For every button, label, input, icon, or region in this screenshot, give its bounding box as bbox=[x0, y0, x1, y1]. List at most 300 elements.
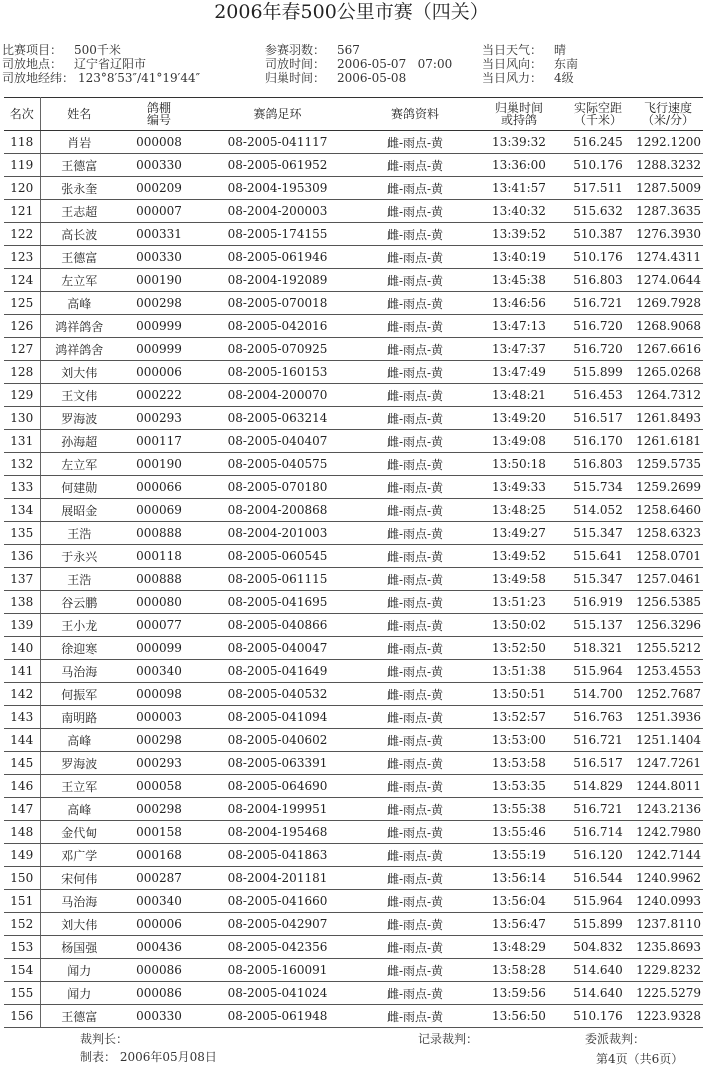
cell-return-time: 13:53:00 bbox=[475, 729, 563, 752]
cell-rank: 137 bbox=[4, 568, 40, 591]
cell-speed: 1276.3930 bbox=[633, 223, 703, 246]
cell-speed: 1223.9328 bbox=[633, 1005, 703, 1028]
cell-ring: 08-2004-192089 bbox=[200, 269, 355, 292]
cell-ring: 08-2004-195309 bbox=[200, 177, 355, 200]
cell-ring: 08-2005-040575 bbox=[200, 453, 355, 476]
cell-rank: 129 bbox=[4, 384, 40, 407]
info-value: 567 bbox=[337, 43, 360, 57]
cell-distance: 504.832 bbox=[563, 936, 633, 959]
cell-name: 马治海 bbox=[40, 660, 118, 683]
cell-pigeon-info: 雌-雨点-黄 bbox=[355, 269, 475, 292]
cell-distance: 514.700 bbox=[563, 683, 633, 706]
cell-name: 高峰 bbox=[40, 292, 118, 315]
cell-rank: 133 bbox=[4, 476, 40, 499]
cell-name: 孙海超 bbox=[40, 430, 118, 453]
info-value: 辽宁省辽阳市 bbox=[74, 57, 147, 71]
cell-speed: 1237.8110 bbox=[633, 913, 703, 936]
cell-name: 何振军 bbox=[40, 683, 118, 706]
info-release-coords bbox=[2, 71, 200, 85]
cell-rank: 150 bbox=[4, 867, 40, 890]
table-row bbox=[4, 315, 703, 338]
cell-rank: 155 bbox=[4, 982, 40, 1005]
cell-loft-id: 000006 bbox=[118, 913, 200, 936]
results-table bbox=[4, 97, 703, 1028]
cell-return-time: 13:55:19 bbox=[475, 844, 563, 867]
cell-name: 展昭金 bbox=[40, 499, 118, 522]
cell-name: 王德富 bbox=[40, 154, 118, 177]
cell-pigeon-info: 雌-雨点-黄 bbox=[355, 867, 475, 890]
cell-ring: 08-2004-199951 bbox=[200, 798, 355, 821]
cell-name: 杨国强 bbox=[40, 936, 118, 959]
table-row bbox=[4, 660, 703, 683]
cell-pigeon-info: 雌-雨点-黄 bbox=[355, 476, 475, 499]
cell-loft-id: 000118 bbox=[118, 545, 200, 568]
cell-speed: 1240.0993 bbox=[633, 890, 703, 913]
cell-return-time: 13:47:13 bbox=[475, 315, 563, 338]
cell-return-time: 13:40:32 bbox=[475, 200, 563, 223]
cell-return-time: 13:56:14 bbox=[475, 867, 563, 890]
cell-pigeon-info: 雌-雨点-黄 bbox=[355, 775, 475, 798]
cell-distance: 515.632 bbox=[563, 200, 633, 223]
cell-return-time: 13:39:32 bbox=[475, 131, 563, 154]
cell-name: 于永兴 bbox=[40, 545, 118, 568]
cell-rank: 140 bbox=[4, 637, 40, 660]
cell-rank: 154 bbox=[4, 959, 40, 982]
cell-ring: 08-2005-160153 bbox=[200, 361, 355, 384]
cell-name: 鸿祥鸽舍 bbox=[40, 338, 118, 361]
cell-ring: 08-2005-061948 bbox=[200, 1005, 355, 1028]
cell-speed: 1264.7312 bbox=[633, 384, 703, 407]
info-label: 当日风向： bbox=[482, 57, 543, 71]
cell-speed: 1257.0461 bbox=[633, 568, 703, 591]
cell-ring: 08-2005-070925 bbox=[200, 338, 355, 361]
cell-rank: 130 bbox=[4, 407, 40, 430]
info-label: 当日风力： bbox=[482, 71, 543, 85]
table-row bbox=[4, 545, 703, 568]
cell-return-time: 13:48:25 bbox=[475, 499, 563, 522]
cell-distance: 516.120 bbox=[563, 844, 633, 867]
info-label: 归巢时间： bbox=[265, 71, 326, 85]
cell-return-time: 13:36:00 bbox=[475, 154, 563, 177]
cell-distance: 516.517 bbox=[563, 407, 633, 430]
cell-name: 谷云鹏 bbox=[40, 591, 118, 614]
cell-ring: 08-2005-060545 bbox=[200, 545, 355, 568]
cell-rank: 138 bbox=[4, 591, 40, 614]
cell-rank: 118 bbox=[4, 131, 40, 154]
cell-pigeon-info: 雌-雨点-黄 bbox=[355, 568, 475, 591]
cell-name: 闻力 bbox=[40, 959, 118, 982]
cell-ring: 08-2005-042907 bbox=[200, 913, 355, 936]
cell-loft-id: 000999 bbox=[118, 338, 200, 361]
info-release-time bbox=[265, 57, 452, 71]
cell-rank: 153 bbox=[4, 936, 40, 959]
cell-ring: 08-2005-041094 bbox=[200, 706, 355, 729]
cell-ring: 08-2005-063391 bbox=[200, 752, 355, 775]
cell-distance: 515.137 bbox=[563, 614, 633, 637]
cell-ring: 08-2005-040866 bbox=[200, 614, 355, 637]
cell-loft-id: 000066 bbox=[118, 476, 200, 499]
cell-speed: 1251.1404 bbox=[633, 729, 703, 752]
cell-rank: 136 bbox=[4, 545, 40, 568]
info-label: 司放时间： bbox=[265, 57, 326, 71]
table-row bbox=[4, 407, 703, 430]
cell-pigeon-info: 雌-雨点-黄 bbox=[355, 223, 475, 246]
cell-speed: 1251.3936 bbox=[633, 706, 703, 729]
info-entries bbox=[265, 43, 452, 57]
cell-speed: 1287.3635 bbox=[633, 200, 703, 223]
cell-name: 罗海波 bbox=[40, 407, 118, 430]
footer-page-number: 第4页（共6页） bbox=[596, 1052, 684, 1066]
cell-pigeon-info: 雌-雨点-黄 bbox=[355, 614, 475, 637]
cell-distance: 516.803 bbox=[563, 269, 633, 292]
info-value: 东南 bbox=[554, 57, 579, 71]
cell-loft-id: 000222 bbox=[118, 384, 200, 407]
cell-name: 宋何伟 bbox=[40, 867, 118, 890]
cell-speed: 1255.5212 bbox=[633, 637, 703, 660]
cell-ring: 08-2005-042016 bbox=[200, 315, 355, 338]
cell-speed: 1240.9962 bbox=[633, 867, 703, 890]
cell-name: 高峰 bbox=[40, 729, 118, 752]
info-label: 比赛项目： bbox=[2, 43, 63, 57]
cell-rank: 126 bbox=[4, 315, 40, 338]
cell-distance: 516.720 bbox=[563, 338, 633, 361]
cell-speed: 1269.7928 bbox=[633, 292, 703, 315]
table-row bbox=[4, 844, 703, 867]
cell-return-time: 13:41:57 bbox=[475, 177, 563, 200]
cell-rank: 122 bbox=[4, 223, 40, 246]
table-row bbox=[4, 361, 703, 384]
cell-return-time: 13:55:38 bbox=[475, 798, 563, 821]
table-row bbox=[4, 913, 703, 936]
cell-ring: 08-2005-064690 bbox=[200, 775, 355, 798]
cell-ring: 08-2005-040602 bbox=[200, 729, 355, 752]
cell-loft-id: 000209 bbox=[118, 177, 200, 200]
table-row bbox=[4, 706, 703, 729]
header-ring: 赛鸽足环 bbox=[200, 98, 355, 131]
cell-distance: 510.387 bbox=[563, 223, 633, 246]
cell-name: 左立军 bbox=[40, 453, 118, 476]
cell-speed: 1225.5279 bbox=[633, 982, 703, 1005]
cell-return-time: 13:56:47 bbox=[475, 913, 563, 936]
table-header-row bbox=[4, 98, 703, 131]
cell-distance: 516.544 bbox=[563, 867, 633, 890]
cell-pigeon-info: 雌-雨点-黄 bbox=[355, 246, 475, 269]
page-title: 2006年春500公里市赛（四关） bbox=[214, 1, 489, 23]
cell-distance: 514.052 bbox=[563, 499, 633, 522]
cell-loft-id: 000888 bbox=[118, 568, 200, 591]
cell-ring: 08-2005-041660 bbox=[200, 890, 355, 913]
table-row bbox=[4, 798, 703, 821]
cell-return-time: 13:49:52 bbox=[475, 545, 563, 568]
cell-pigeon-info: 雌-雨点-黄 bbox=[355, 453, 475, 476]
cell-rank: 120 bbox=[4, 177, 40, 200]
cell-return-time: 13:50:51 bbox=[475, 683, 563, 706]
cell-return-time: 13:48:29 bbox=[475, 936, 563, 959]
cell-rank: 156 bbox=[4, 1005, 40, 1028]
cell-pigeon-info: 雌-雨点-黄 bbox=[355, 637, 475, 660]
cell-return-time: 13:39:52 bbox=[475, 223, 563, 246]
info-value: 123°8′53″/41°19′44″ bbox=[78, 71, 201, 85]
cell-speed: 1258.6323 bbox=[633, 522, 703, 545]
cell-distance: 515.964 bbox=[563, 890, 633, 913]
cell-loft-id: 000298 bbox=[118, 729, 200, 752]
table-row bbox=[4, 637, 703, 660]
cell-name: 肖岩 bbox=[40, 131, 118, 154]
info-wind-force bbox=[482, 71, 578, 85]
cell-rank: 124 bbox=[4, 269, 40, 292]
cell-name: 徐迎寒 bbox=[40, 637, 118, 660]
cell-rank: 145 bbox=[4, 752, 40, 775]
table-row bbox=[4, 591, 703, 614]
cell-pigeon-info: 雌-雨点-黄 bbox=[355, 384, 475, 407]
cell-speed: 1267.6616 bbox=[633, 338, 703, 361]
cell-ring: 08-2005-040047 bbox=[200, 637, 355, 660]
cell-distance: 517.511 bbox=[563, 177, 633, 200]
cell-pigeon-info: 雌-雨点-黄 bbox=[355, 407, 475, 430]
info-column-2 bbox=[265, 43, 452, 85]
table-row bbox=[4, 683, 703, 706]
cell-ring: 08-2005-061952 bbox=[200, 154, 355, 177]
cell-pigeon-info: 雌-雨点-黄 bbox=[355, 315, 475, 338]
cell-distance: 516.721 bbox=[563, 798, 633, 821]
cell-loft-id: 000008 bbox=[118, 131, 200, 154]
cell-pigeon-info: 雌-雨点-黄 bbox=[355, 200, 475, 223]
cell-return-time: 13:58:28 bbox=[475, 959, 563, 982]
cell-speed: 1256.5385 bbox=[633, 591, 703, 614]
cell-rank: 147 bbox=[4, 798, 40, 821]
cell-distance: 515.964 bbox=[563, 660, 633, 683]
cell-pigeon-info: 雌-雨点-黄 bbox=[355, 522, 475, 545]
cell-speed: 1243.2136 bbox=[633, 798, 703, 821]
cell-return-time: 13:49:58 bbox=[475, 568, 563, 591]
cell-loft-id: 000003 bbox=[118, 706, 200, 729]
cell-loft-id: 000298 bbox=[118, 292, 200, 315]
table-row bbox=[4, 568, 703, 591]
cell-rank: 131 bbox=[4, 430, 40, 453]
table-row bbox=[4, 821, 703, 844]
cell-speed: 1247.7261 bbox=[633, 752, 703, 775]
table-row bbox=[4, 292, 703, 315]
cell-distance: 515.899 bbox=[563, 913, 633, 936]
cell-name: 刘大伟 bbox=[40, 913, 118, 936]
cell-return-time: 13:53:35 bbox=[475, 775, 563, 798]
cell-return-time: 13:51:23 bbox=[475, 591, 563, 614]
cell-loft-id: 000077 bbox=[118, 614, 200, 637]
cell-ring: 08-2004-201181 bbox=[200, 867, 355, 890]
header-rank: 名次 bbox=[4, 98, 40, 131]
cell-rank: 141 bbox=[4, 660, 40, 683]
cell-loft-id: 000330 bbox=[118, 246, 200, 269]
cell-speed: 1244.8011 bbox=[633, 775, 703, 798]
cell-speed: 1265.0268 bbox=[633, 361, 703, 384]
cell-name: 王立军 bbox=[40, 775, 118, 798]
cell-loft-id: 000086 bbox=[118, 959, 200, 982]
cell-name: 闻力 bbox=[40, 982, 118, 1005]
cell-pigeon-info: 雌-雨点-黄 bbox=[355, 913, 475, 936]
cell-pigeon-info: 雌-雨点-黄 bbox=[355, 154, 475, 177]
cell-name: 张永奎 bbox=[40, 177, 118, 200]
cell-distance: 518.321 bbox=[563, 637, 633, 660]
info-column-1 bbox=[2, 43, 200, 85]
cell-pigeon-info: 雌-雨点-黄 bbox=[355, 430, 475, 453]
cell-ring: 08-2005-063214 bbox=[200, 407, 355, 430]
cell-name: 邓广学 bbox=[40, 844, 118, 867]
cell-distance: 516.721 bbox=[563, 729, 633, 752]
cell-name: 王小龙 bbox=[40, 614, 118, 637]
table-row bbox=[4, 959, 703, 982]
cell-rank: 149 bbox=[4, 844, 40, 867]
cell-speed: 1242.7980 bbox=[633, 821, 703, 844]
cell-speed: 1258.6460 bbox=[633, 499, 703, 522]
cell-rank: 132 bbox=[4, 453, 40, 476]
cell-return-time: 13:56:04 bbox=[475, 890, 563, 913]
info-value: 4级 bbox=[554, 71, 574, 85]
cell-return-time: 13:47:49 bbox=[475, 361, 563, 384]
cell-pigeon-info: 雌-雨点-黄 bbox=[355, 361, 475, 384]
cell-rank: 152 bbox=[4, 913, 40, 936]
cell-return-time: 13:49:08 bbox=[475, 430, 563, 453]
cell-loft-id: 000331 bbox=[118, 223, 200, 246]
header-pigeon-info: 赛鸽资料 bbox=[355, 98, 475, 131]
cell-loft-id: 000190 bbox=[118, 269, 200, 292]
cell-pigeon-info: 雌-雨点-黄 bbox=[355, 752, 475, 775]
cell-speed: 1229.8232 bbox=[633, 959, 703, 982]
cell-loft-id: 000190 bbox=[118, 453, 200, 476]
table-row bbox=[4, 775, 703, 798]
cell-distance: 516.517 bbox=[563, 752, 633, 775]
table-row bbox=[4, 453, 703, 476]
cell-loft-id: 000099 bbox=[118, 637, 200, 660]
cell-name: 高峰 bbox=[40, 798, 118, 821]
cell-ring: 08-2005-041695 bbox=[200, 591, 355, 614]
cell-distance: 515.641 bbox=[563, 545, 633, 568]
cell-loft-id: 000086 bbox=[118, 982, 200, 1005]
table-row bbox=[4, 269, 703, 292]
cell-ring: 08-2004-200070 bbox=[200, 384, 355, 407]
cell-speed: 1287.5009 bbox=[633, 177, 703, 200]
cell-pigeon-info: 雌-雨点-黄 bbox=[355, 982, 475, 1005]
cell-loft-id: 000340 bbox=[118, 660, 200, 683]
info-column-3 bbox=[482, 43, 578, 85]
cell-distance: 515.734 bbox=[563, 476, 633, 499]
cell-pigeon-info: 雌-雨点-黄 bbox=[355, 499, 475, 522]
cell-rank: 142 bbox=[4, 683, 40, 706]
table-row bbox=[4, 614, 703, 637]
cell-speed: 1268.9068 bbox=[633, 315, 703, 338]
cell-distance: 510.176 bbox=[563, 246, 633, 269]
cell-pigeon-info: 雌-雨点-黄 bbox=[355, 1005, 475, 1028]
cell-speed: 1261.6181 bbox=[633, 430, 703, 453]
cell-name: 左立军 bbox=[40, 269, 118, 292]
info-value: 晴 bbox=[554, 43, 567, 57]
table-row bbox=[4, 384, 703, 407]
cell-name: 王浩 bbox=[40, 522, 118, 545]
cell-distance: 516.453 bbox=[563, 384, 633, 407]
table-row bbox=[4, 890, 703, 913]
cell-ring: 08-2005-070180 bbox=[200, 476, 355, 499]
cell-loft-id: 000293 bbox=[118, 407, 200, 430]
cell-return-time: 13:49:33 bbox=[475, 476, 563, 499]
table-body bbox=[4, 131, 703, 1028]
cell-pigeon-info: 雌-雨点-黄 bbox=[355, 706, 475, 729]
cell-distance: 514.829 bbox=[563, 775, 633, 798]
cell-rank: 134 bbox=[4, 499, 40, 522]
cell-name: 罗海波 bbox=[40, 752, 118, 775]
info-value: 500千米 bbox=[74, 43, 121, 57]
cell-pigeon-info: 雌-雨点-黄 bbox=[355, 591, 475, 614]
cell-rank: 125 bbox=[4, 292, 40, 315]
cell-rank: 135 bbox=[4, 522, 40, 545]
table-row bbox=[4, 338, 703, 361]
cell-return-time: 13:50:02 bbox=[475, 614, 563, 637]
header-speed: 飞行速度 （米/分） bbox=[633, 98, 703, 131]
cell-speed: 1274.4311 bbox=[633, 246, 703, 269]
cell-rank: 144 bbox=[4, 729, 40, 752]
cell-rank: 146 bbox=[4, 775, 40, 798]
cell-return-time: 13:40:19 bbox=[475, 246, 563, 269]
cell-return-time: 13:45:38 bbox=[475, 269, 563, 292]
cell-name: 马治海 bbox=[40, 890, 118, 913]
cell-distance: 514.640 bbox=[563, 982, 633, 1005]
cell-ring: 08-2005-041649 bbox=[200, 660, 355, 683]
cell-return-time: 13:48:21 bbox=[475, 384, 563, 407]
cell-name: 王德富 bbox=[40, 1005, 118, 1028]
cell-loft-id: 000888 bbox=[118, 522, 200, 545]
cell-ring: 08-2005-061115 bbox=[200, 568, 355, 591]
cell-pigeon-info: 雌-雨点-黄 bbox=[355, 683, 475, 706]
table-row bbox=[4, 154, 703, 177]
cell-loft-id: 000168 bbox=[118, 844, 200, 867]
footer-recorder: 记录裁判： bbox=[418, 1032, 479, 1046]
cell-loft-id: 000117 bbox=[118, 430, 200, 453]
cell-pigeon-info: 雌-雨点-黄 bbox=[355, 338, 475, 361]
cell-return-time: 13:53:58 bbox=[475, 752, 563, 775]
info-weather bbox=[482, 43, 578, 57]
cell-ring: 08-2005-040407 bbox=[200, 430, 355, 453]
cell-ring: 08-2004-195468 bbox=[200, 821, 355, 844]
cell-speed: 1256.3296 bbox=[633, 614, 703, 637]
cell-distance: 516.763 bbox=[563, 706, 633, 729]
cell-return-time: 13:51:38 bbox=[475, 660, 563, 683]
cell-return-time: 13:46:56 bbox=[475, 292, 563, 315]
table-row bbox=[4, 1005, 703, 1028]
cell-pigeon-info: 雌-雨点-黄 bbox=[355, 177, 475, 200]
cell-loft-id: 000098 bbox=[118, 683, 200, 706]
cell-distance: 510.176 bbox=[563, 154, 633, 177]
cell-speed: 1259.5735 bbox=[633, 453, 703, 476]
cell-pigeon-info: 雌-雨点-黄 bbox=[355, 729, 475, 752]
cell-pigeon-info: 雌-雨点-黄 bbox=[355, 545, 475, 568]
footer-judge: 裁判长： bbox=[80, 1032, 129, 1046]
cell-return-time: 13:50:18 bbox=[475, 453, 563, 476]
cell-name: 王志超 bbox=[40, 200, 118, 223]
cell-pigeon-info: 雌-雨点-黄 bbox=[355, 292, 475, 315]
header-name: 姓名 bbox=[40, 98, 118, 131]
cell-speed: 1242.7144 bbox=[633, 844, 703, 867]
cell-ring: 08-2004-200868 bbox=[200, 499, 355, 522]
info-value: 2006-05-08 bbox=[337, 71, 407, 85]
cell-distance: 516.919 bbox=[563, 591, 633, 614]
info-release-place bbox=[2, 57, 200, 71]
cell-loft-id: 000436 bbox=[118, 936, 200, 959]
table-row bbox=[4, 223, 703, 246]
cell-pigeon-info: 雌-雨点-黄 bbox=[355, 798, 475, 821]
cell-loft-id: 000293 bbox=[118, 752, 200, 775]
cell-name: 鸿祥鸽舍 bbox=[40, 315, 118, 338]
cell-rank: 143 bbox=[4, 706, 40, 729]
table-row bbox=[4, 246, 703, 269]
cell-speed: 1253.4553 bbox=[633, 660, 703, 683]
